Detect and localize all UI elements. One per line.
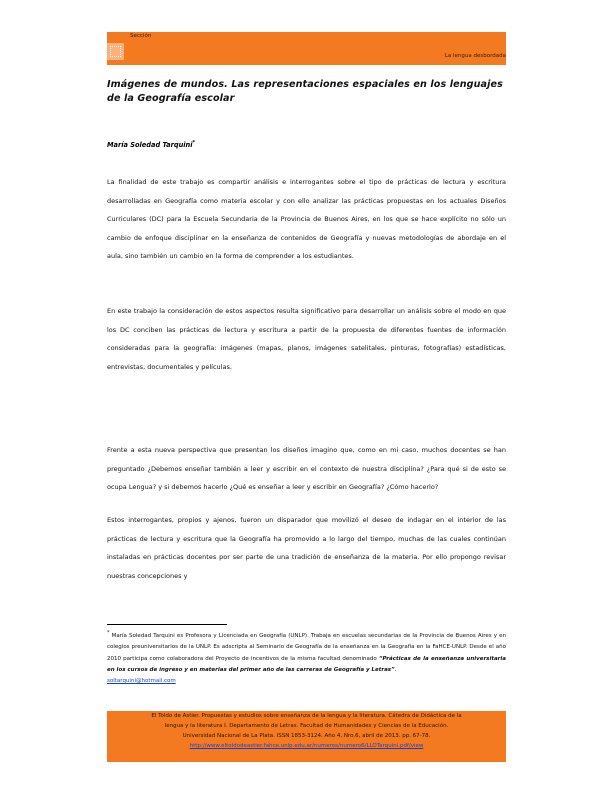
footnote (107, 628, 506, 688)
article-title: Imágenes de mundos. Las representaciones espaciales en los lenguajes de la Geografía escolar (107, 79, 503, 104)
paragraph-3: Frente a esta nueva perspectiva que presentan los diseños imagino que, como en mi caso, muchos docentes se han preguntado ¿Debemos enseñar también a leer y escribir en el contexto de nuestra disciplina? ¿Para qué si de esto se ocupa Lengua? y si debemos hacerlo ¿Qué es enseñar a leer y escribir en Geografía? ¿Cómo hacerlo? (107, 446, 506, 492)
paragraph-1: La finalidad de este trabajo es compartir análisis e interrogantes sobre el tipo de prácticas de lectura y escritura desarrolladas en Geografía como materia escolar y con ello analizar las prácticas propuestas en los actuales Diseños Curriculares (DC) para la Escuela Secundaria de la Provincia de Buenos Aires, en los que se hace explícito no sólo un cambio de enfoque disciplinar en la enseñanza de contenidos de Geografía y nuevas metodologías de abordaje en el aula, sino también un cambio en la forma de comprender a los estudiantes. (107, 178, 506, 261)
footer-line-3: Universidad Nacional de La Plata. ISSN 1853-3124. Año 4, Nro.6, abril de 2013. pp. 67-78. (182, 733, 431, 739)
footer-url-link[interactable]: http://www.eltoldodeastier.fahce.unlp.edu.ar/numeros/numero6/LLOTarquini.pdf/view (189, 743, 424, 749)
footnote-divider (107, 624, 227, 625)
paragraph-2: En este trabajo la consideración de estos aspectos resulta significativo para desarrollar un análisis sobre el modo en que los DC conciben las prácticas de lectura y escritura a partir de la propuesta de diferentes fuentes de información consideradas para la geografía: imágenes (mapas, planos, imágenes satelitales, pinturas, fotografías) estadísticas, entrevistas, documentales y películas. (107, 307, 506, 371)
author-line (107, 140, 195, 149)
footer-citation (107, 711, 506, 762)
author-email-link[interactable]: soltarquini@hotmail.com (107, 678, 176, 685)
author-name: María Soledad Tarquini (107, 141, 193, 150)
footnote-tail: . (394, 667, 397, 674)
footer-line-2: lengua y la literatura I. Departamento de Letras. Facultad de Humanidades y Ciencias de la Educación. (164, 723, 449, 729)
section-name: La lengua desbordada (444, 53, 506, 59)
footnote-mark: * (107, 630, 110, 636)
journal-logo-icon (107, 43, 124, 60)
paragraph-4: Estos interrogantes, propios y ajenos, fueron un disparador que movilizó el deseo de indagar en el interior de las prácticas de lectura y escritura que la Geografía ha promovido a lo largo del tiempo, muchas de las cuales continúan instaladas en prácticas docentes por ser parte de una tradición de enseñanza de la materia. Por ello propongo revisar nuestras concepciones y (107, 516, 506, 580)
footnote-text: María Soledad Tarquini es Profesora y Licenciada en Geografía (UNLP). Trabaja en escuelas secundarias de la Provincia de Buenos Aires y en colegios preuniversitarios de la UNLP. Es adscripta al Seminario de Geografía de la enseñanza en la Geografía en la FaHCE-UNLP. Desde el año 2010 participa como colaboradora del Proyecto de incentivos de la misma facultad denominado (107, 632, 506, 662)
section-label: Sección (130, 33, 152, 39)
footer-line-1: El Toldo de Astier. Propuestas y estudios sobre enseñanza de la lengua y la literatura. Cátedra de Didáctica de la (151, 713, 462, 719)
header-band (107, 32, 506, 65)
footnote-project-title: “Prácticas de la enseñanza universitaria en los cursos de ingreso y en materias del primer año de las carreras de Geografía y Letras” (107, 655, 506, 674)
author-footnote-mark[interactable]: * (192, 140, 196, 146)
